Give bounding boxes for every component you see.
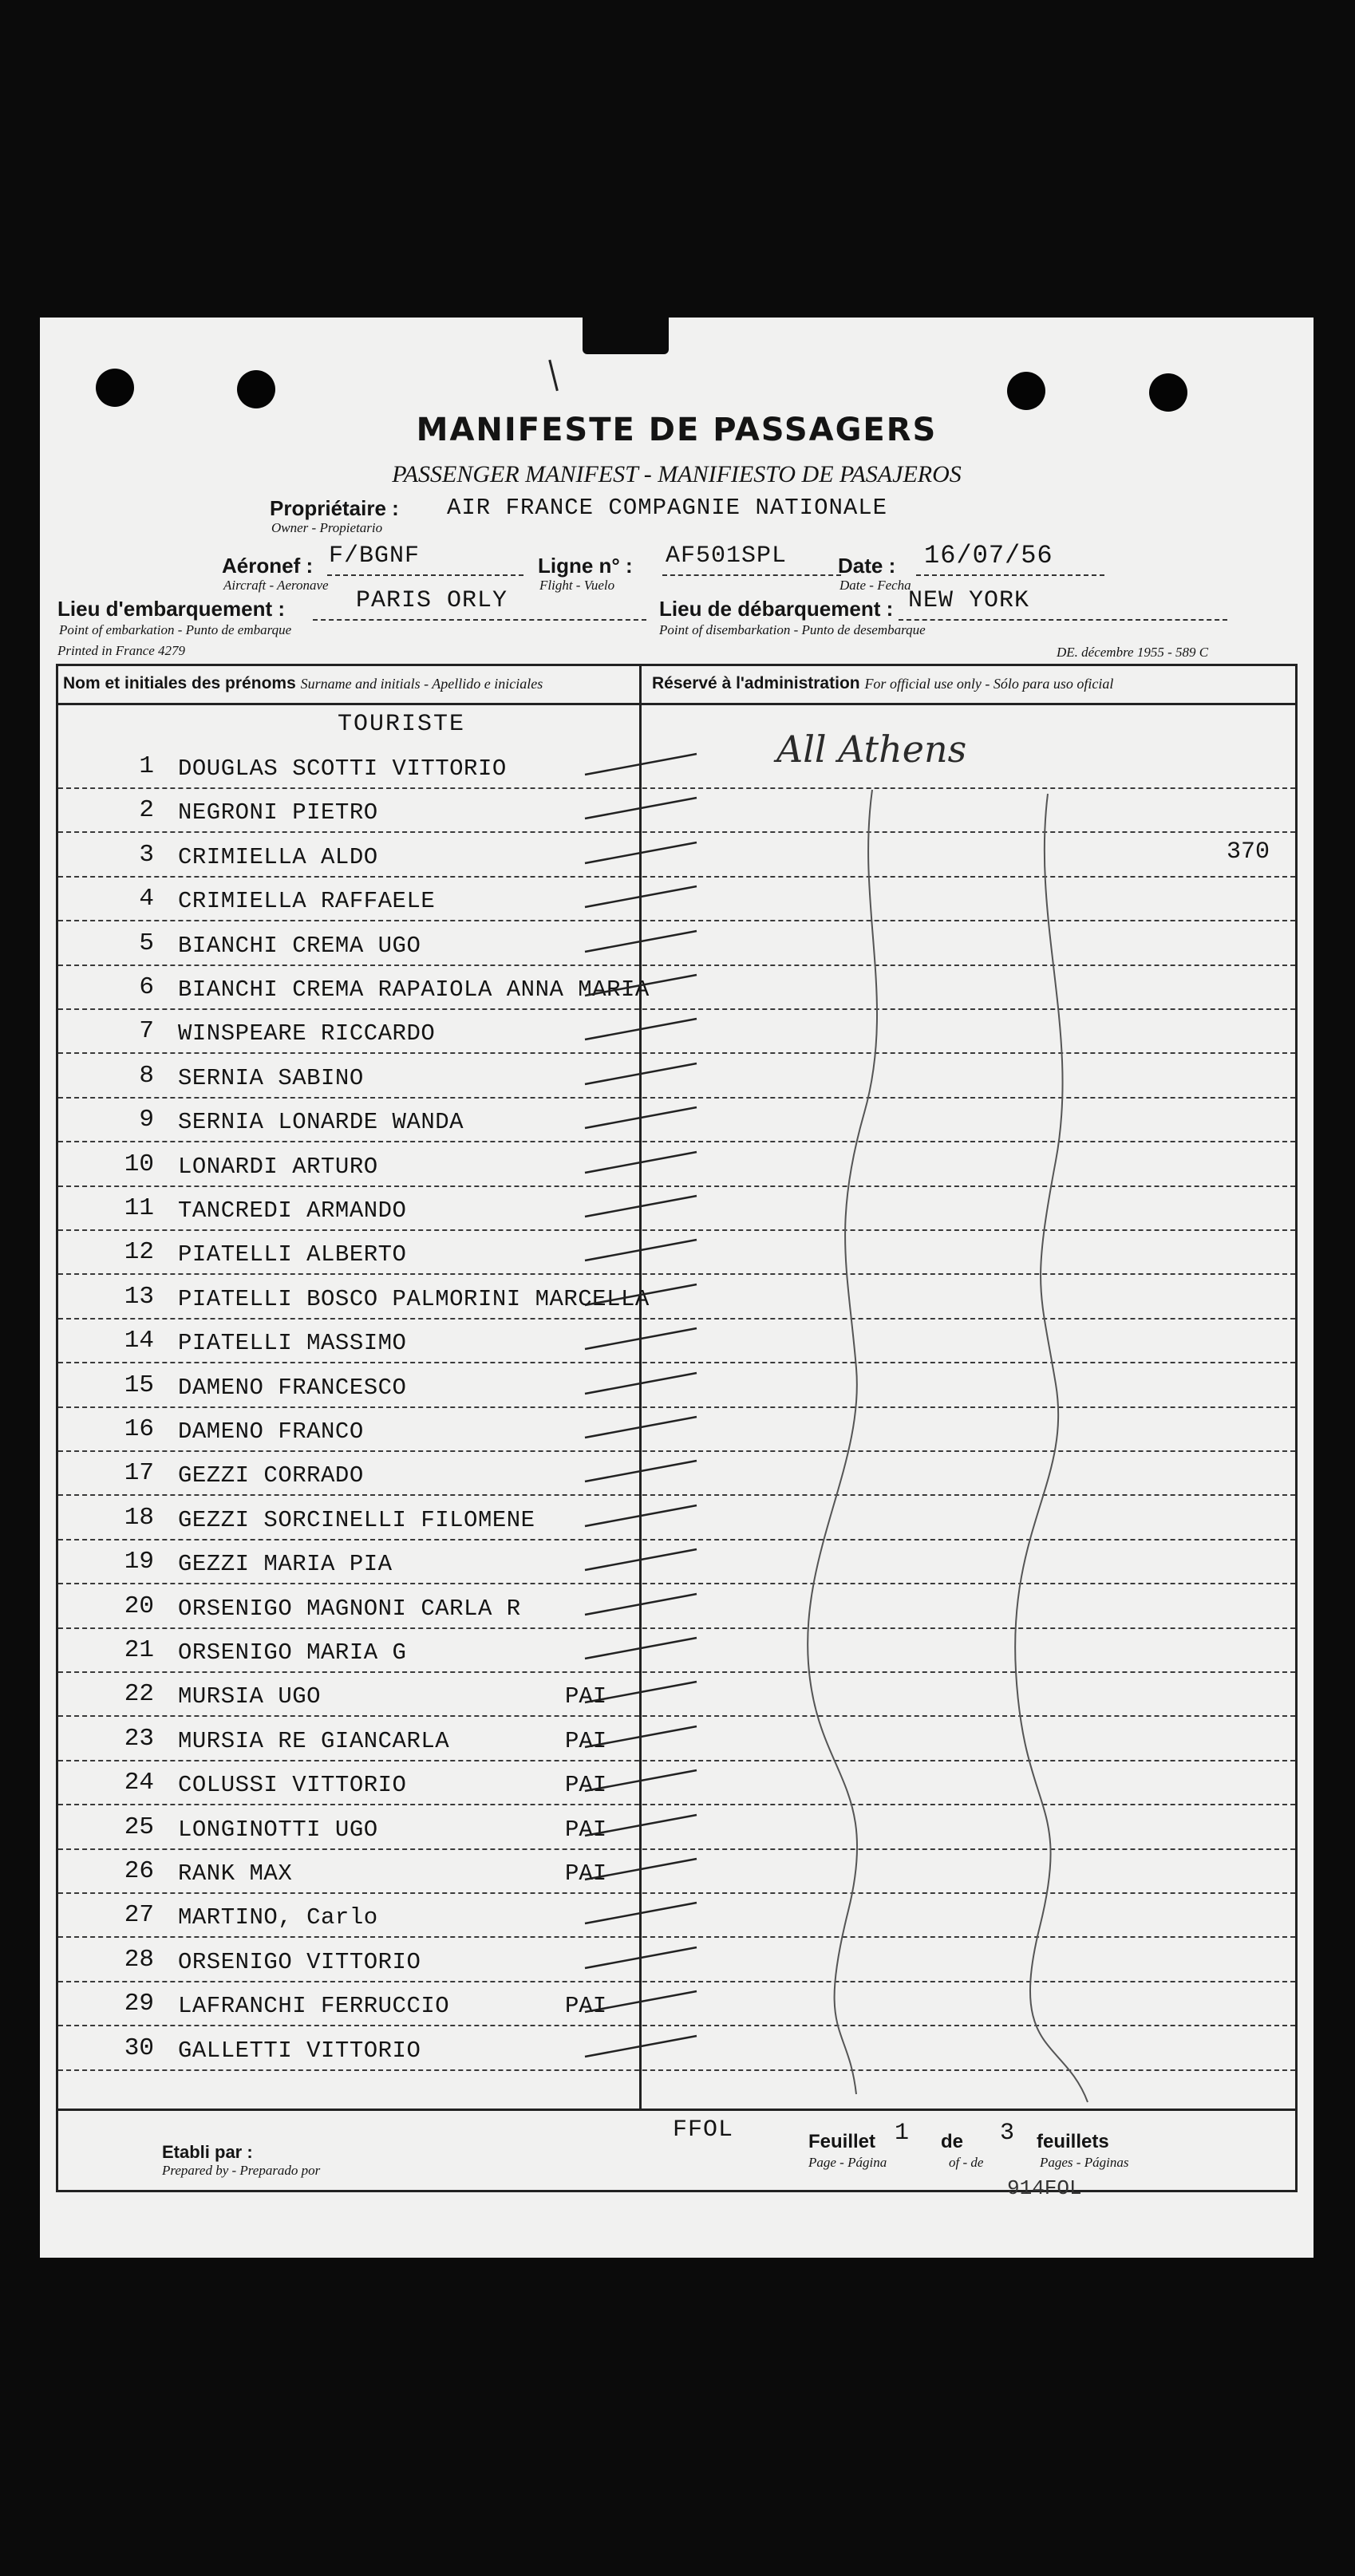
passenger-name: TANCREDI ARMANDO bbox=[178, 1197, 407, 1224]
prepared-by-sublabel: Prepared by - Preparado por bbox=[162, 2163, 321, 2178]
row-number: 15 bbox=[124, 1371, 154, 1399]
sheet-of: de bbox=[941, 2131, 964, 2152]
row-number: 25 bbox=[124, 1813, 154, 1841]
row-number: 27 bbox=[124, 1901, 154, 1930]
row-number: 12 bbox=[124, 1238, 154, 1267]
row-number: 8 bbox=[139, 1061, 154, 1090]
row-number: 18 bbox=[124, 1503, 154, 1532]
passenger-name: ORSENIGO VITTORIO bbox=[178, 1948, 421, 1975]
aircraft-sublabel: Aircraft - Aeronave bbox=[223, 578, 329, 593]
sheet-word: Feuillet bbox=[808, 2131, 876, 2152]
embark-label: Lieu d'embarquement : bbox=[57, 597, 285, 621]
footer-divider bbox=[58, 2109, 1295, 2111]
manifest-sheet bbox=[40, 318, 1314, 2258]
sheet-unit: feuillets bbox=[1037, 2131, 1109, 2152]
aircraft-label: Aéronef : bbox=[222, 554, 314, 578]
disembark-underline bbox=[899, 619, 1227, 621]
passenger-name: PIATELLI ALBERTO bbox=[178, 1241, 407, 1268]
passenger-name: PIATELLI BOSCO PALMORINI MARCELLA bbox=[178, 1285, 650, 1312]
row-number: 4 bbox=[139, 885, 154, 913]
sheet-sub-pages: Pages - Páginas bbox=[1040, 2155, 1129, 2170]
flight-sublabel: Flight - Vuelo bbox=[539, 578, 615, 593]
disembark-label: Lieu de débarquement : bbox=[659, 597, 894, 621]
passenger-name: DAMENO FRANCESCO bbox=[178, 1374, 407, 1401]
aircraft-value: F/BGNF bbox=[329, 542, 421, 570]
passenger-name: PIATELLI MASSIMO bbox=[178, 1330, 407, 1357]
punch-hole bbox=[1149, 373, 1187, 412]
row-number: 13 bbox=[124, 1282, 154, 1311]
admin-handwriting: All Athens bbox=[776, 728, 967, 771]
passenger-name: BIANCHI CREMA UGO bbox=[178, 932, 421, 959]
passenger-name: ORSENIGO MAGNONI CARLA R bbox=[178, 1595, 521, 1622]
row-number: 19 bbox=[124, 1548, 154, 1576]
form-subtitle: PASSENGER MANIFEST - MANIFIESTO DE PASAJEROS bbox=[392, 461, 962, 487]
row-number: 16 bbox=[124, 1415, 154, 1443]
passenger-note: PAI bbox=[565, 1993, 607, 2020]
punch-hole bbox=[1007, 372, 1045, 410]
pen-stroke-left bbox=[808, 790, 877, 2094]
row-number: 24 bbox=[124, 1769, 154, 1797]
flight-value: AF501SPL bbox=[666, 542, 788, 570]
handwriting-layer bbox=[58, 666, 1295, 2109]
passenger-name: MURSIA UGO bbox=[178, 1683, 322, 1710]
admin-number: 370 bbox=[1226, 838, 1270, 866]
date-underline bbox=[916, 574, 1104, 576]
aircraft-underline bbox=[327, 574, 523, 576]
owner-sublabel: Owner - Propietario bbox=[271, 520, 383, 535]
row-number: 22 bbox=[124, 1680, 154, 1709]
date-label: Date : bbox=[838, 554, 896, 578]
row-number: 14 bbox=[124, 1327, 154, 1355]
row-number: 10 bbox=[124, 1150, 154, 1178]
row-number: 6 bbox=[139, 973, 154, 1001]
sheet-number: 1 bbox=[895, 2120, 910, 2147]
passenger-name: CRIMIELLA RAFFAELE bbox=[178, 888, 436, 915]
sheet-sub-page: Page - Página bbox=[808, 2155, 887, 2170]
names-header-bold: Nom et initiales des prénoms bbox=[63, 674, 296, 692]
form-title: MANIFESTE DE PASSAGERS bbox=[416, 412, 938, 448]
row-number: 5 bbox=[139, 929, 154, 957]
printed-note: Printed in France 4279 bbox=[57, 643, 186, 658]
passenger-name: GEZZI CORRADO bbox=[178, 1462, 364, 1489]
passenger-note: PAI bbox=[565, 1683, 607, 1710]
row-number: 1 bbox=[139, 752, 154, 780]
embark-sublabel: Point of embarkation - Punto de embarque bbox=[59, 622, 292, 637]
row-number: 20 bbox=[124, 1592, 154, 1620]
row-number: 28 bbox=[124, 1945, 154, 1974]
names-header-italic: Surname and initials - Apellido e iniciales bbox=[300, 676, 543, 692]
passenger-name: RANK MAX bbox=[178, 1860, 293, 1887]
passenger-name: GEZZI SORCINELLI FILOMENE bbox=[178, 1506, 535, 1533]
passenger-note: PAI bbox=[565, 1816, 607, 1843]
disembark-sublabel: Point of disembarkation - Punto de desembarque bbox=[659, 622, 926, 637]
file-stamp: 914FOL bbox=[1007, 2176, 1082, 2200]
sheet-label bbox=[808, 2131, 875, 2153]
row-number: 7 bbox=[139, 1017, 154, 1046]
passenger-name: LONGINOTTI UGO bbox=[178, 1816, 378, 1843]
passenger-note: PAI bbox=[565, 1860, 607, 1887]
row-number: 9 bbox=[139, 1106, 154, 1134]
flight-underline bbox=[662, 574, 841, 576]
passenger-name: MURSIA RE GIANCARLA bbox=[178, 1727, 450, 1754]
passenger-table bbox=[56, 664, 1298, 2192]
passenger-name: LAFRANCHI FERRUCCIO bbox=[178, 1993, 450, 2020]
admin-header-italic: For official use only - Sólo para uso oficial bbox=[864, 676, 1114, 692]
passenger-note: PAI bbox=[565, 1772, 607, 1799]
passenger-name: CRIMIELLA ALDO bbox=[178, 843, 378, 870]
row-number: 2 bbox=[139, 796, 154, 825]
binder-clip bbox=[583, 318, 669, 354]
embark-underline bbox=[313, 619, 646, 621]
passenger-name: GALLETTI VITTORIO bbox=[178, 2037, 421, 2064]
passenger-name: SERNIA SABINO bbox=[178, 1064, 364, 1091]
row-number: 17 bbox=[124, 1459, 154, 1488]
prepared-by-label: Etabli par : bbox=[162, 2142, 253, 2162]
row-number: 29 bbox=[124, 1990, 154, 2018]
prepared-by-value: FFOL bbox=[673, 2116, 734, 2144]
passenger-name: ORSENIGO MARIA G bbox=[178, 1639, 407, 1666]
flight-label: Ligne n° : bbox=[538, 554, 633, 578]
pen-mark bbox=[548, 359, 561, 392]
punch-hole bbox=[237, 370, 275, 408]
owner-label: Propriétaire : bbox=[270, 496, 399, 520]
passenger-name: WINSPEARE RICCARDO bbox=[178, 1020, 436, 1047]
row-number: 11 bbox=[124, 1194, 154, 1222]
passenger-name: BIANCHI CREMA RAPAIOLA ANNA MARIA bbox=[178, 976, 650, 1003]
owner-value: AIR FRANCE COMPAGNIE NATIONALE bbox=[447, 495, 888, 521]
punch-hole bbox=[96, 369, 134, 407]
embark-value: PARIS ORLY bbox=[356, 587, 508, 614]
sheet-sub-of: of - de bbox=[949, 2155, 984, 2170]
row-number: 23 bbox=[124, 1724, 154, 1753]
date-sublabel: Date - Fecha bbox=[839, 578, 911, 593]
passenger-name: SERNIA LONARDE WANDA bbox=[178, 1109, 464, 1136]
row-number: 21 bbox=[124, 1636, 154, 1664]
passenger-name: DAMENO FRANCO bbox=[178, 1418, 364, 1445]
row-number: 3 bbox=[139, 840, 154, 869]
passenger-name: MARTINO, Carlo bbox=[178, 1904, 378, 1931]
date-value: 16/07/56 bbox=[924, 541, 1053, 570]
passenger-name: GEZZI MARIA PIA bbox=[178, 1551, 393, 1578]
passenger-name: LONARDI ARTURO bbox=[178, 1153, 378, 1180]
passenger-note: PAI bbox=[565, 1727, 607, 1754]
passenger-name: COLUSSI VITTORIO bbox=[178, 1772, 407, 1799]
form-reference: DE. décembre 1955 - 589 C bbox=[1057, 645, 1209, 660]
passenger-name: DOUGLAS SCOTTI VITTORIO bbox=[178, 755, 507, 782]
pen-stroke-right bbox=[1015, 794, 1088, 2102]
row-number: 26 bbox=[124, 1857, 154, 1885]
passenger-name: NEGRONI PIETRO bbox=[178, 799, 378, 826]
class-label: TOURISTE bbox=[338, 711, 466, 738]
sheet-total: 3 bbox=[1000, 2120, 1015, 2147]
admin-header-bold: Réservé à l'administration bbox=[652, 674, 860, 692]
row-number: 30 bbox=[124, 2034, 154, 2062]
disembark-value: NEW YORK bbox=[908, 587, 1030, 614]
